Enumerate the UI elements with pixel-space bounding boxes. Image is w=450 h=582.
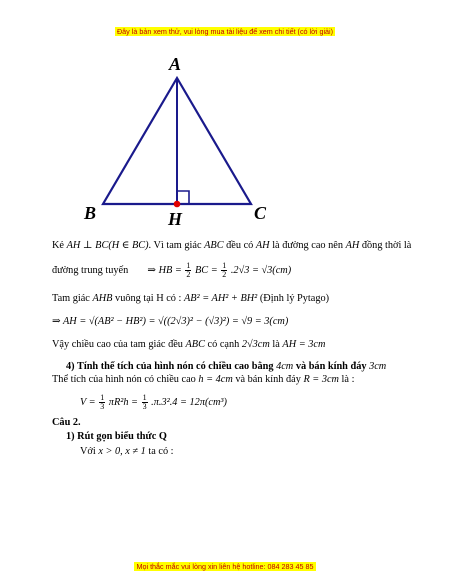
label-b: B (84, 203, 97, 223)
fraction: $\frac{1}{2}$ (186, 261, 191, 279)
line-3: Tam giác AHB vuông tại H có : AB² = AH² + BH² (Định lý Pytago) (52, 293, 330, 304)
fraction: $\frac{1}{2}$ (222, 261, 227, 279)
fraction: $\frac{1}{3}$ (142, 393, 147, 411)
preview-banner-top: Đây là bản xem thử, vui lòng mua tài liệu để xem chi tiết (có lời giải) (116, 27, 334, 36)
foot-point-h (174, 201, 181, 208)
question-2-title: Câu 2. (52, 417, 81, 428)
fraction: $\frac{1}{3}$ (100, 393, 105, 411)
line-4: ⇒ AH = √(AB² − HB²) = √((2√3)² − (√3)²) = √9 = 3(cm) (52, 316, 289, 327)
line-8: Với x > 0, x ≠ 1 ta có : (80, 446, 174, 457)
line-2: đường trung tuyến ⇒ HB = $\frac{1}{2}$ BC = $\frac{1}{2}$ .2√3 = √3(cm) (52, 261, 292, 279)
heading-4: 4) Tính thể tích của hình nón có chiều cao bằng 4cm và bán kính đáy 3cm (66, 361, 387, 372)
label-c: C (254, 203, 267, 223)
line-6: Thể tích của hình nón có chiều cao h = 4cm và bán kính đáy R = 3cm là : (52, 374, 355, 385)
line-7: V = $\frac{1}{3}$ πR²h = $\frac{1}{3}$ .π.3².4 = 12π(cm³) (80, 393, 227, 411)
label-a: A (169, 54, 182, 74)
line-1: Kẻ AH ⊥ BC(H ∈ BC). Vì tam giác ABC đều có AH là đường cao nên AH đồng thời là (52, 240, 412, 251)
question-2-part-1: 1) Rút gọn biểu thức Q (66, 431, 167, 442)
label-h: H (168, 209, 183, 229)
line-5: Vậy chiều cao của tam giác đều ABC có cạnh 2√3cm là AH = 3cm (52, 339, 326, 350)
triangle-figure (0, 0, 450, 240)
hotline-banner-bottom: Mọi thắc mắc vui lòng xin liên hệ hotline: 084 283 45 85 (136, 562, 314, 571)
